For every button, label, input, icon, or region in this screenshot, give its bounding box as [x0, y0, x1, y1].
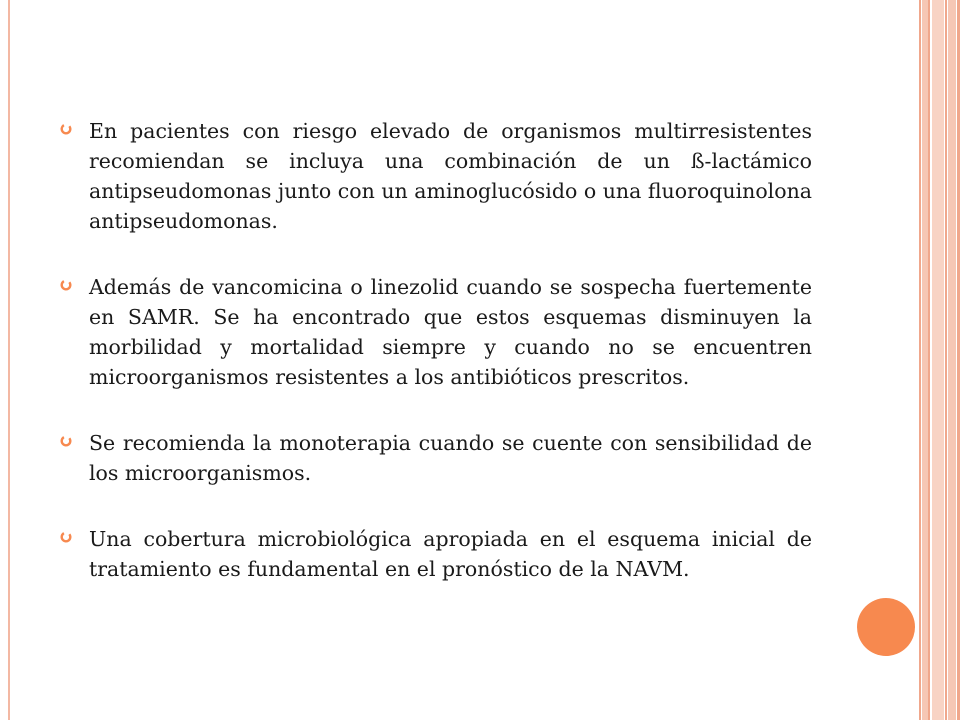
- bullet-icon: [60, 279, 72, 291]
- right-stripe: [919, 0, 921, 720]
- bullet-text: En pacientes con riesgo elevado de organismos multirresistentes recomiendan se incluya una combinación de un ß-lactámico antipseudomonas junto con un aminoglucósido o una fluoroquinolona antipseudomonas.: [89, 119, 812, 233]
- bullet-icon: [60, 435, 72, 447]
- bullet-text: Se recomienda la monoterapia cuando se cuente con sensibilidad de los microorganismos.: [89, 431, 812, 485]
- right-stripe: [928, 0, 930, 720]
- bullet-icon: [60, 123, 72, 135]
- right-stripe: [932, 0, 944, 720]
- bullet-text: Además de vancomicina o linezolid cuando se sospecha fuertemente en SAMR. Se ha encontrado que estos esquemas disminuyen la morbilidad y mortalidad siempre y cuando no se encuentren microorganismos resistentes a los antibióticos prescritos.: [89, 275, 812, 389]
- right-stripe: [945, 0, 947, 720]
- list-item: [60, 116, 812, 236]
- bullet-list: [60, 116, 812, 610]
- decorative-circle: [857, 598, 915, 656]
- bullet-text: Una cobertura microbiológica apropiada en el esquema inicial de tratamiento es fundamental en el pronóstico de la NAVM.: [89, 527, 812, 581]
- right-stripe: [948, 0, 956, 720]
- list-item: [60, 524, 812, 584]
- left-border-line: [8, 0, 10, 720]
- list-item: [60, 272, 812, 392]
- list-item: [60, 428, 812, 488]
- bullet-icon: [60, 531, 72, 543]
